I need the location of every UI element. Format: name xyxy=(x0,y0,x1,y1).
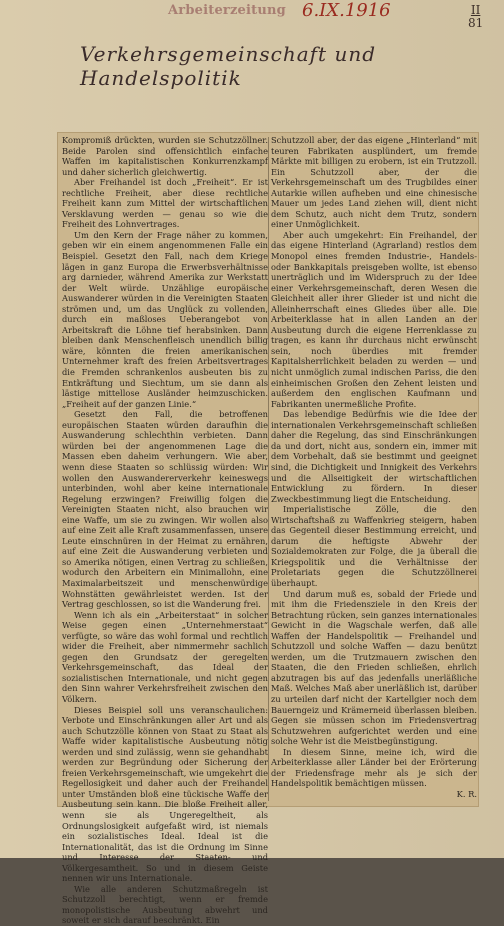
article-paragraph: Aber Freihandel ist doch „Freiheit“. Er ist rechtliche Freiheit, aber diese rechtliche Freiheit kann zum Mittel der wirtschaftlichen Versklavung werden — genau so wie die Freiheit des Lohnvertrages. xyxy=(62,177,268,230)
archive-number xyxy=(468,4,483,30)
handwritten-title: Verkehrsgemeinschaft und Handelspolitik xyxy=(80,42,377,90)
article-paragraph: Um den Kern der Frage näher zu kommen, geben wir ein einem angenommenen Falle ein Beispiel. Gesetzt den Fall, nach dem Kriege lägen in ganz Europa die Erwerbsverhältnisse arg darnieder, während Amerika zur Werkstatt der Welt würde. Unzählige europäische Auswanderer würden in die Vereinigten Staaten strömen und, um das Unglück zu vollenden, durch ein maßloses Ueberangebot von Arbeitskraft die Löhne tief herabsinken. Dann bleiben dank Menschenfleisch unendlich billig wäre, könnten die freien amerikanischen Unternehmer kraft des freien Arbeitsvertrages die Fremden schrankenlos ausbeuten bis zu Entkräftung und Siechtum, um sie dann als lästige mittellose Ausländer heimzuschicken. „Freiheit auf der ganzen Linie.“ xyxy=(62,229,268,409)
article-paragraph: In diesem Sinne, meine ich, wird die Arbeiterklasse aller Länder bei der Erörterung der Friedensfrage mehr als je sich der Handelspolitik bemächtigen müssen. xyxy=(271,746,477,789)
article-paragraph: Kompromiß drückten, wurden sie Schutzzöllner. Beide Parolen sind offensichtlich einfache Waffen im kapitalistischen Konkurrenzkampf und daher sicherlich gleichwertig. xyxy=(62,135,268,177)
article-paragraph: Aber auch umgekehrt: Ein Freihandel, der das eigene Hinterland (Agrarland) restlos dem Monopol eines fremden Industrie-, Handels- oder Bankkapitals preisgeben wollte, ist ebenso unerträglich und im Widerspruch zu der Idee einer Verkehrsgemeinschaft, deren Wesen die Gleichheit aller ihrer Glieder ist und nicht die Alleinherrschaft eines Gliedes über alle. Die Arbeiterklasse hat in allen Landen an der Ausbeutung durch die eigene Herrenklasse zu tragen, es kann ihr durchaus nicht erwünscht sein, noch überdies mit fremder Kapitalsherrlichkeit beladen zu werden — und nicht unmöglich zumal indischen Pariss, die den einheimischen Großen den Zehent leisten und außerdem den englischen Kaufmann und Fabrikanten unermeßliche Profite. xyxy=(271,229,477,409)
article-paragraph: Und darum muß es, sobald der Friede und mit ihm die Friedensziele in den Kreis der Betrachtung rücken, sein ganzes internationales Gewicht in die Wagschale werfen, daß alle Waffen der Handelspolitik — Freihandel und Schutzzoll und solche Waffen — dazu benützt werden, um die Trutzmauern zwischen den Staaten, die den Frieden schließen, ehrlich abzutragen bis auf das jedenfalls unerläßliche Maß. Welches Maß aber unerläßlich ist, darüber zu urteilen darf nicht der Kartellgier noch dem Bauerngeiz und Krämerneid überlassen bleiben. Gegen sie müssen schon im Friedensvertrag Schutzwehren aufgerichtet werden und eine solche Wehr ist die Meistbegünstigung. xyxy=(271,588,477,747)
article-paragraph: Gesetzt den Fall, die betroffenen europäischen Staaten würden daraufhin die Auswanderung schlechthin verbieten. Dann würden bei der angenommenen Lage die Massen eben daheim verhungern. Wie aber, wenn diese Staaten so schlüssig würden: Wir wollen den Auswandererverkehr keineswegs unterbinden, wohl aber keine internationale Regelung erzwingen? Freiwillig folgen die Vereinigten Staaten nicht, also brauchen wir eine Waffe, um sie zu zwingen. Wir wollen also auf eine Zeit alle Kraft zusammenfassen, unsere Leute einschnüren in der Heimat zu ernähren, auf eine Zeit die Auswanderung verbieten und so Amerika nötigen, einen Vertrag zu schließen, wodurch den Arbeitern ein Minimallohn, eine Maximalarbeitszeit und menschenwürdige Wohnstätten gewährleistet werden. Ist der Vertrag geschlossen, so ist die Wanderung frei. xyxy=(62,409,268,610)
article-paragraph: Dieses Beispiel soll uns veranschaulichen: Verbote und Einschränkungen aller Art und als auch Schutzzölle können von Staat zu Staat als Waffe wider kapitalistische Ausbeutung nötig werden und sind zulässig, wenn sie gehandhabt werden zur Begründung oder Sicherung der freien Verkehrsgemeinschaft, wie umgekehrt die Regellosigkeit und daher auch der Freihandel unter Umständen bloß eine tückische Waffe der Ausbeutung sein kann. Die bloße Freiheit aller, wenn sie als Ungeregeltheit, als Ordnungslosigkeit aufgefaßt wird, ist niemals ein sozialistisches Ideal. Ideal ist die Internationalität, das ist die Ordnung im Sinne und Interesse der Staaten- und Völkergesamtheit. So und in diesem Geiste nennen wir uns Internationale. xyxy=(62,704,268,884)
archive-number-top: II xyxy=(470,3,481,17)
article-left-column xyxy=(62,135,268,926)
article-right-column xyxy=(271,135,477,803)
article-paragraph: Wenn ich als ein „Arbeiterstaat“ in solcher Weise gegen einen „Unternehmerstaat“ verfügte, so wäre das wohl formal und rechtlich wider die Freiheit, aber nimmermehr sachlich gegen den Grundsatz der geregelten Verkehrsgemeinschaft, das Ideal der sozialistischen Internationale, und nicht gegen den Sinn wahrer Verkehrsfreiheit zwischen den Völkern. xyxy=(62,609,268,704)
column-divider xyxy=(268,137,269,801)
newspaper-clipping xyxy=(58,133,478,926)
newspaper-masthead: Arbeiterzeitung xyxy=(168,3,286,18)
article-paragraph: Imperialistische Zölle, die den Wirtschaftshaß zu Waffenkrieg steigern, haben das Gegenteil dieser Bestimmung erreicht, und darum die heftigste Abwehr der Sozialdemokraten zur Folge, die ja überall die Kriegspolitik und die Verhältnisse der Proletariats gegen die Schutzzöllnerei überhaupt. xyxy=(271,504,477,588)
article-paragraph: Wie alle anderen Schutzmaßregeln ist Schutzzoll berechtigt, wenn er fremde monopolistische Ausbeutung abwehrt und soweit er sich darauf beschränkt. Ein xyxy=(62,883,268,926)
article-paragraph: Schutzzoll aber, der das eigene „Hinterland“ mit teuren Fabrikaten ausplündert, um fremde Märkte mit billigen zu erobern, ist ein Trutzzoll. Ein Schutzzoll aber, der die Verkehrsgemeinschaft um des Trugbildes einer Autarkie willen aufheben und eine chinesische Mauer um jedes Land ziehen will, dient nicht dem Schutz, auch nicht dem Trutz, sondern einer Unmöglichkeit. xyxy=(271,135,477,230)
handwritten-date: 6.IX.1916 xyxy=(302,0,391,21)
archive-number-bottom: 81 xyxy=(468,16,484,30)
author-signature: K. R. xyxy=(456,788,477,799)
article-paragraph: Das lebendige Bedürfnis wie die Idee der internationalen Verkehrsgemeinschaft schließen daher die Regelung, das sind Einschränkungen da und dort, nicht aus, sondern ein, immer mit dem Vorbehalt, daß sie bestimmt und geeignet sind, die Dichtigkeit und Innigkeit des Verkehrs und die Allseitigkeit der wirtschaftlichen Entwicklung zu fördern. In dieser Zweckbestimmung liegt die Entscheidung. xyxy=(271,409,477,504)
